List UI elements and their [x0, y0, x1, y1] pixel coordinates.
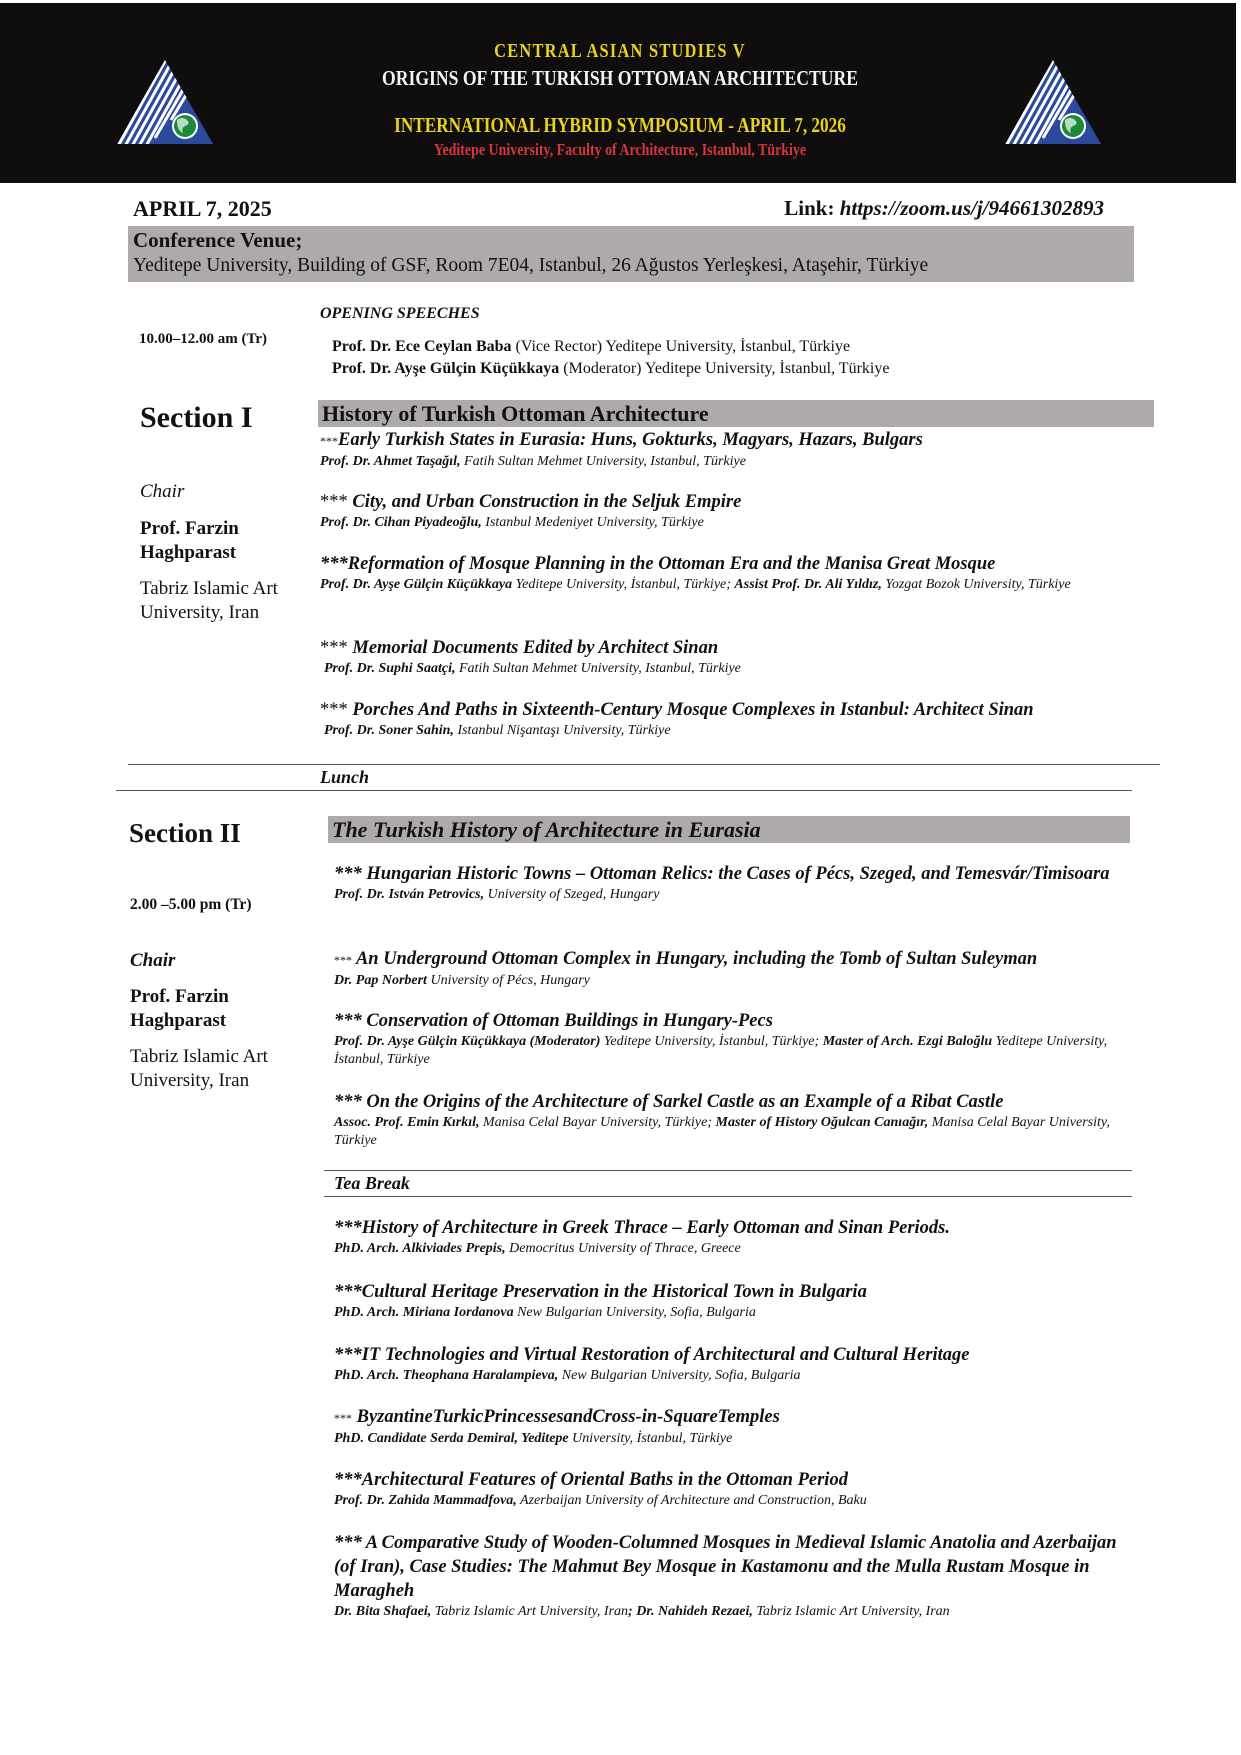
talk-title: Porches And Paths in Sixteenth-Century Mosque Complexes in Istanbul: Architect Sinan [347, 700, 1034, 720]
divider-line [324, 1196, 1132, 1197]
section-1-heading-bar [318, 400, 1154, 427]
zoom-link[interactable]: https://zoom.us/j/94661302893 [839, 196, 1104, 220]
talk-author: PhD. Arch. Miriana Iordanova [334, 1305, 514, 1320]
talk-author: Master of History Oğulcan Canıağır, [715, 1115, 929, 1130]
speaker-row [332, 360, 889, 378]
talk-stars: *** [334, 1470, 362, 1490]
link-label: Link: [784, 196, 835, 220]
symposium-date-title: INTERNATIONAL HYBRID SYMPOSIUM - APRIL 7, 2026 [394, 113, 846, 137]
talk-item [320, 490, 1160, 532]
talk-title: Conservation of Ottoman Buildings in Hungary-Pecs [361, 1011, 773, 1031]
talk-stars: *** [334, 1092, 362, 1112]
section-2-title: Section II [129, 818, 241, 848]
talk-author: Prof. Dr. Suphi Saatçi, [324, 661, 456, 676]
talk-author: Prof. Dr. István Petrovics, [334, 887, 485, 902]
talk-title: ByzantineTurkicPrincessesandCross-in-SquareTemples [352, 1407, 780, 1427]
program-date: APRIL 7, 2025 [133, 196, 272, 221]
zoom-link-row [784, 196, 1104, 221]
talk-affiliation: Tabriz Islamic Art University, Iran [752, 1604, 950, 1619]
talk-author: PhD. Arch. Theophana Haralampieva, [334, 1368, 559, 1383]
opening-time: 10.00–12.00 am (Tr) [139, 331, 268, 347]
divider-line [116, 790, 1132, 791]
talk-affiliation: University of Szeged, Hungary [484, 887, 660, 902]
talk-author: Prof. Dr. Ayşe Gülçin Küçükkaya (Moderator) [334, 1034, 601, 1049]
talk-item [334, 1468, 1154, 1510]
talk-stars: *** [320, 700, 348, 720]
talk-title: Early Turkish States in Eurasia: Huns, Gokturks, Magyars, Hazars, Bulgars [338, 430, 923, 450]
speaker-role: (Vice Rector) Yeditepe University, İstanbul, Türkiye [511, 338, 851, 355]
talk-item [320, 552, 1160, 594]
talk-affiliation: Tabriz Islamic Art University, Iran [431, 1604, 629, 1619]
talk-author: Prof. Dr. Ayşe Gülçin Küçükkaya [320, 577, 513, 592]
talk-title: Cultural Heritage Preservation in the Historical Town in Bulgaria [361, 1282, 867, 1302]
section-2-chair-label: Chair [130, 950, 176, 971]
talk-stars: *** [334, 1345, 362, 1365]
talk-title: City, and Urban Construction in the Seljuk Empire [347, 492, 742, 512]
talk-author: ; Dr. Nahideh Rezaei, [628, 1604, 753, 1619]
talk-stars: *** [334, 1411, 352, 1425]
talk-affiliation: University of Pécs, Hungary [426, 973, 590, 988]
section-1-chair-label: Chair [140, 481, 185, 502]
header-banner [0, 3, 1236, 183]
talk-stars: *** [320, 554, 348, 574]
talk-affiliation: Fatih Sultan Mehmet University, Istanbul, Türkiye [460, 454, 746, 469]
talk-stars: *** [334, 953, 352, 967]
talk-title: A Comparative Study of Wooden-Columned Mosques in Medieval Islamic Anatolia and Azerbaijan (of Iran), Case Studies: The Mahmut Bey Mosque in Kastamonu and the Mulla Rustam Mosque in Maragheh [334, 1533, 1117, 1601]
section-2-chair-affiliation: Tabriz Islamic Art University, Iran [130, 1046, 268, 1091]
talk-author: PhD. Candidate Serda Demiral, Yeditepe [334, 1431, 569, 1446]
talk-title: On the Origins of the Architecture of Sarkel Castle as an Example of a Ribat Castle [361, 1092, 1004, 1112]
talk-item [334, 1280, 1154, 1322]
divider-line [324, 1170, 1132, 1171]
talk-affiliation: Democritus University of Thrace, Greece [505, 1241, 741, 1256]
talk-item [334, 862, 1122, 904]
host-institution: Yeditepe University, Faculty of Architecture, Istanbul, Türkiye [433, 140, 807, 159]
talk-affiliation: Yozgat Bozok University, Türkiye [881, 577, 1071, 592]
talk-stars: *** [334, 1011, 362, 1031]
talk-stars: *** [334, 864, 362, 884]
triangle-globe-logo-icon [1003, 58, 1103, 146]
talk-title: History of Architecture in Greek Thrace – Early Ottoman and Sinan Periods. [361, 1218, 951, 1238]
section-1-chair-name: Prof. Farzin Haghparast [140, 518, 239, 563]
talk-affiliation: Yeditepe University, İstanbul, Türkiye [334, 1034, 1108, 1067]
talk-item [334, 1405, 1154, 1448]
section-2-chair-name: Prof. Farzin Haghparast [130, 986, 229, 1031]
talk-item [320, 428, 1160, 471]
talk-author: Dr. Bita Shafaei, [334, 1604, 432, 1619]
talk-stars: *** [334, 1533, 362, 1553]
section-2-heading-bar [328, 816, 1130, 843]
talk-stars: *** [334, 1218, 362, 1238]
talk-affiliation: Yeditepe University, İstanbul, Türkiye; [512, 577, 735, 592]
talk-author: Assist Prof. Dr. Ali Yıldız, [734, 577, 882, 592]
talk-author: Prof. Dr. Zahida Mammadfova, [334, 1493, 517, 1508]
talk-title: Reformation of Mosque Planning in the Ottoman Era and the Manisa Great Mosque [347, 554, 996, 574]
talk-author: Dr. Pap Norbert [334, 973, 427, 988]
talk-item [320, 698, 1180, 740]
talk-affiliation: Azerbaijan University of Architecture and Construction, Baku [516, 1493, 867, 1508]
talk-author: Master of Arch. Ezgi Baloğlu [822, 1034, 993, 1049]
talk-author: PhD. Arch. Alkiviades Prepis, [334, 1241, 506, 1256]
section-1-title: Section I [140, 401, 253, 434]
tea-break: Tea Break [334, 1173, 410, 1193]
speaker-row [332, 338, 850, 356]
talk-author: Prof. Dr. Ahmet Taşağıl, [320, 454, 461, 469]
talk-title: An Underground Ottoman Complex in Hungary, including the Tomb of Sultan Suleyman [352, 949, 1038, 969]
talk-stars: *** [320, 492, 348, 512]
triangle-globe-logo-icon [115, 58, 215, 146]
opening-speeches-label: OPENING SPEECHES [320, 305, 480, 322]
talk-title: Hungarian Historic Towns – Ottoman Relics: the Cases of Pécs, Szeged, and Temesvár/Timisoara [361, 864, 1110, 884]
section-1-chair-affiliation: Tabriz Islamic Art University, Iran [140, 578, 278, 623]
talk-affiliation: New Bulgarian University, Sofia, Bulgaria [513, 1305, 756, 1320]
talk-author: Assoc. Prof. Emin Kırkıl, [334, 1115, 480, 1130]
section-2-heading: The Turkish History of Architecture in Eurasia [332, 817, 761, 842]
talk-title: Architectural Features of Oriental Baths in the Ottoman Period [361, 1470, 848, 1490]
talk-item [334, 1343, 1154, 1385]
speaker-name: Prof. Dr. Ece Ceylan Baba [332, 338, 512, 355]
talk-affiliation: Fatih Sultan Mehmet University, Istanbul, Türkiye [455, 661, 741, 676]
section-1-heading: History of Turkish Ottoman Architecture [322, 401, 709, 426]
talk-item [334, 1090, 1124, 1150]
venue-title: Conference Venue; [133, 228, 303, 252]
talk-stars: *** [334, 1282, 362, 1302]
talk-affiliation: New Bulgarian University, Sofia, Bulgaria [558, 1368, 801, 1383]
talk-affiliation: Manisa Celal Bayar University, Türkiye [334, 1115, 1110, 1148]
section-2-time: 2.00 –5.00 pm (Tr) [130, 896, 252, 913]
talk-affiliation: Istanbul Medeniyet University, Türkiye [481, 515, 704, 530]
talk-stars: *** [320, 434, 338, 448]
talk-title: Memorial Documents Edited by Architect Sinan [347, 638, 719, 658]
talk-stars: *** [320, 638, 348, 658]
lunch-break: Lunch [320, 767, 370, 787]
talk-author: Prof. Dr. Soner Sahin, [324, 723, 454, 738]
talk-title: IT Technologies and Virtual Restoration of Architectural and Cultural Heritage [361, 1345, 970, 1365]
symposium-title-block [317, 37, 924, 160]
talk-affiliation: Istanbul Nişantaşı University, Türkiye [453, 723, 671, 738]
venue-box [128, 226, 1134, 282]
series-title: CENTRAL ASIAN STUDIES V [494, 40, 746, 62]
talk-affiliation: Manisa Celal Bayar University, Türkiye; [479, 1115, 716, 1130]
talk-affiliation: University, İstanbul, Türkiye [568, 1431, 733, 1446]
talk-item [334, 947, 1164, 990]
speaker-role: (Moderator) Yeditepe University, İstanbul, Türkiye [559, 360, 890, 377]
talk-item [334, 1009, 1134, 1069]
speaker-name: Prof. Dr. Ayşe Gülçin Küçükkaya [332, 360, 560, 377]
symposium-theme: ORIGINS OF THE TURKISH OTTOMAN ARCHITECTURE [382, 66, 858, 90]
talk-author: Prof. Dr. Cihan Piyadeoğlu, [320, 515, 482, 530]
talk-affiliation: Yeditepe University, İstanbul, Türkiye; [600, 1034, 823, 1049]
divider-line [128, 764, 1160, 765]
venue-address: Yeditepe University, Building of GSF, Room 7E04, Istanbul, 26 Ağustos Yerleşkesi, Ataşehir, Türkiye [133, 255, 929, 276]
talk-item [320, 636, 1160, 678]
talk-item [334, 1531, 1124, 1621]
talk-item [334, 1216, 1154, 1258]
